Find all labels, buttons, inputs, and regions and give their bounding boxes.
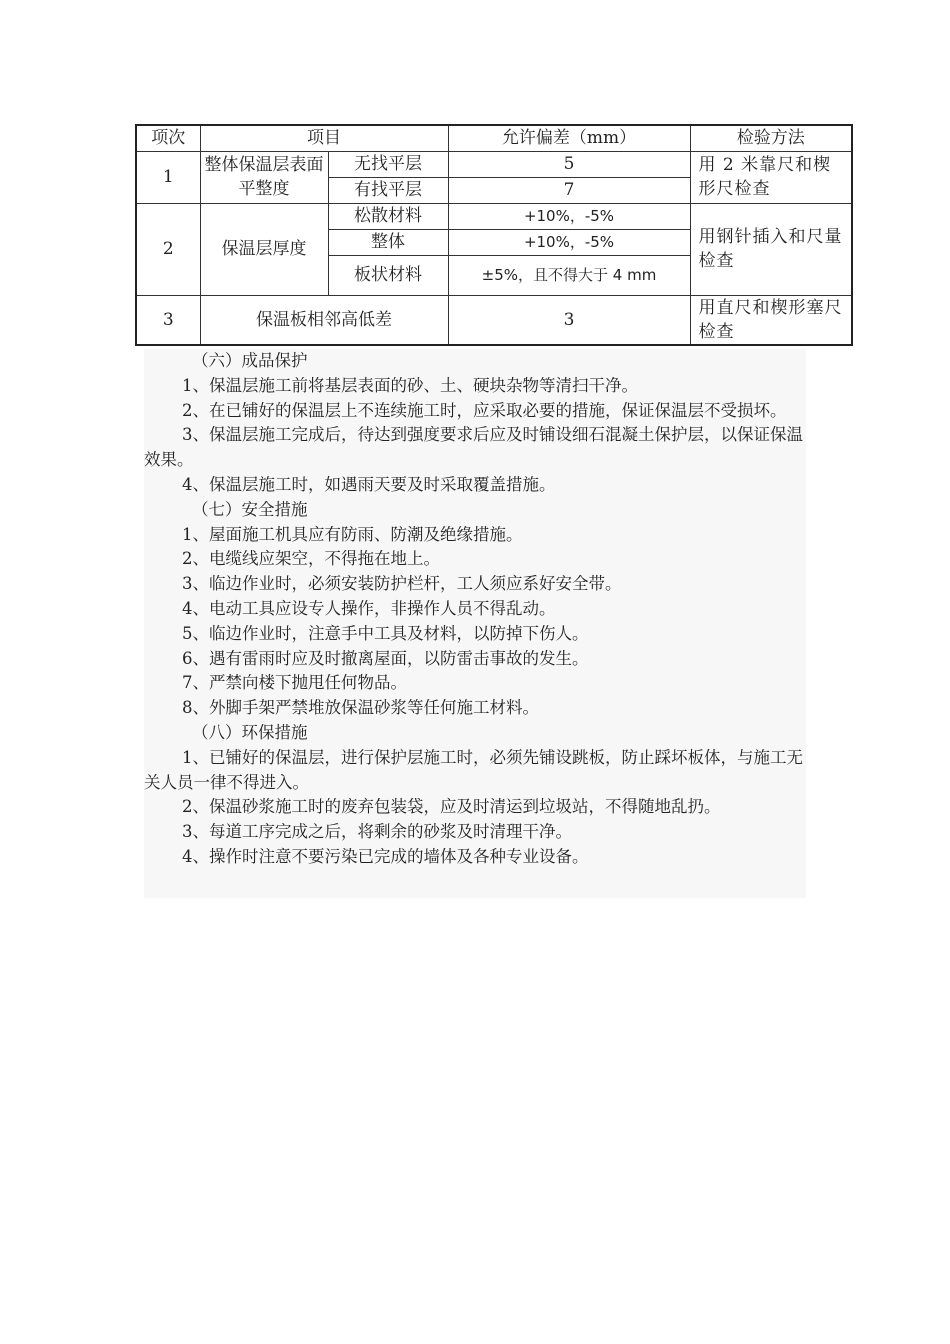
table-row xyxy=(136,295,852,345)
row1-sub-b: 有找平层 xyxy=(328,177,448,203)
row2-val-b: +10%，-5% xyxy=(448,229,690,255)
header-tolerance: 允许偏差（mm） xyxy=(448,125,690,151)
row1-val-a: 5 xyxy=(448,151,690,177)
list-item: 5、临边作业时，注意手中工具及材料，以防掉下伤人。 xyxy=(182,623,589,643)
list-item: 3、每道工序完成之后，将剩余的砂浆及时清理干净。 xyxy=(182,822,572,842)
list-item: 6、遇有雷雨时应及时撤离屋面，以防雷击事故的发生。 xyxy=(182,648,589,668)
table-row xyxy=(136,203,852,229)
row3-val: 3 xyxy=(448,295,690,345)
row1-val-b: 7 xyxy=(448,177,690,203)
row2-val-c: ±5%，且不得大于 4 mm xyxy=(448,255,690,295)
list-item: 3、保温层施工完成后，待达到强度要求后应及时铺设细石混凝土保护层，以保证保温效果。 xyxy=(144,425,803,470)
header-no: 项次 xyxy=(136,125,200,151)
list-item: 2、保温砂浆施工时的废弃包装袋，应及时清运到垃圾站，不得随地乱扔。 xyxy=(182,797,721,817)
row1-method: 用 2 米靠尺和楔形尺检查 xyxy=(690,151,852,203)
row1-item: 整体保温层表面平整度 xyxy=(200,151,328,203)
row2-sub-c: 板状材料 xyxy=(328,255,448,295)
row2-no: 2 xyxy=(136,203,200,295)
list-item: 3、临边作业时，必须安装防护栏杆，工人须应系好安全带。 xyxy=(182,574,622,594)
header-item: 项目 xyxy=(200,125,448,151)
tolerance-table xyxy=(135,124,853,346)
section-heading: （六）成品保护 xyxy=(192,351,308,370)
list-item: 1、屋面施工机具应有防雨、防潮及绝缘措施。 xyxy=(182,524,523,544)
list-item: 2、电缆线应架空，不得拖在地上。 xyxy=(182,549,440,569)
row3-item: 保温板相邻高低差 xyxy=(200,295,448,345)
section-heading: （八）环保措施 xyxy=(192,722,308,742)
list-item: 7、严禁向楼下抛甩任何物品。 xyxy=(182,673,407,693)
row2-val-a: +10%，-5% xyxy=(448,203,690,229)
header-method: 检验方法 xyxy=(690,125,852,151)
list-item: 8、外脚手架严禁堆放保温砂浆等任何施工材料。 xyxy=(182,698,539,718)
row1-sub-a: 无找平层 xyxy=(328,151,448,177)
list-item: 1、保温层施工前将基层表面的砂、土、硬块杂物等清扫干净。 xyxy=(182,375,638,395)
list-item: 2、在已铺好的保温层上不连续施工时，应采取必要的措施，保证保温层不受损坏。 xyxy=(182,400,787,420)
list-item: 4、保温层施工时，如遇雨天要及时采取覆盖措施。 xyxy=(182,474,556,494)
section-heading: （七）安全措施 xyxy=(192,499,308,519)
table-header-row xyxy=(136,125,852,151)
row2-sub-b: 整体 xyxy=(328,229,448,255)
table-row xyxy=(136,151,852,177)
row2-method: 用钢针插入和尺量检查 xyxy=(690,203,852,295)
row1-no: 1 xyxy=(136,151,200,203)
row3-no: 3 xyxy=(136,295,200,345)
list-item: 4、电动工具应设专人操作，非操作人员不得乱动。 xyxy=(182,598,556,618)
row2-sub-a: 松散材料 xyxy=(328,203,448,229)
body-text xyxy=(144,349,806,898)
list-item: 4、操作时注意不要污染已完成的墙体及各种专业设备。 xyxy=(182,846,589,866)
row2-item: 保温层厚度 xyxy=(200,203,328,295)
list-item: 1、已铺好的保温层，进行保护层施工时，必须先铺设跳板，防止踩坏板体，与施工无关人员一律不得进入。 xyxy=(144,747,803,792)
row3-method: 用直尺和楔形塞尺检查 xyxy=(690,295,852,345)
